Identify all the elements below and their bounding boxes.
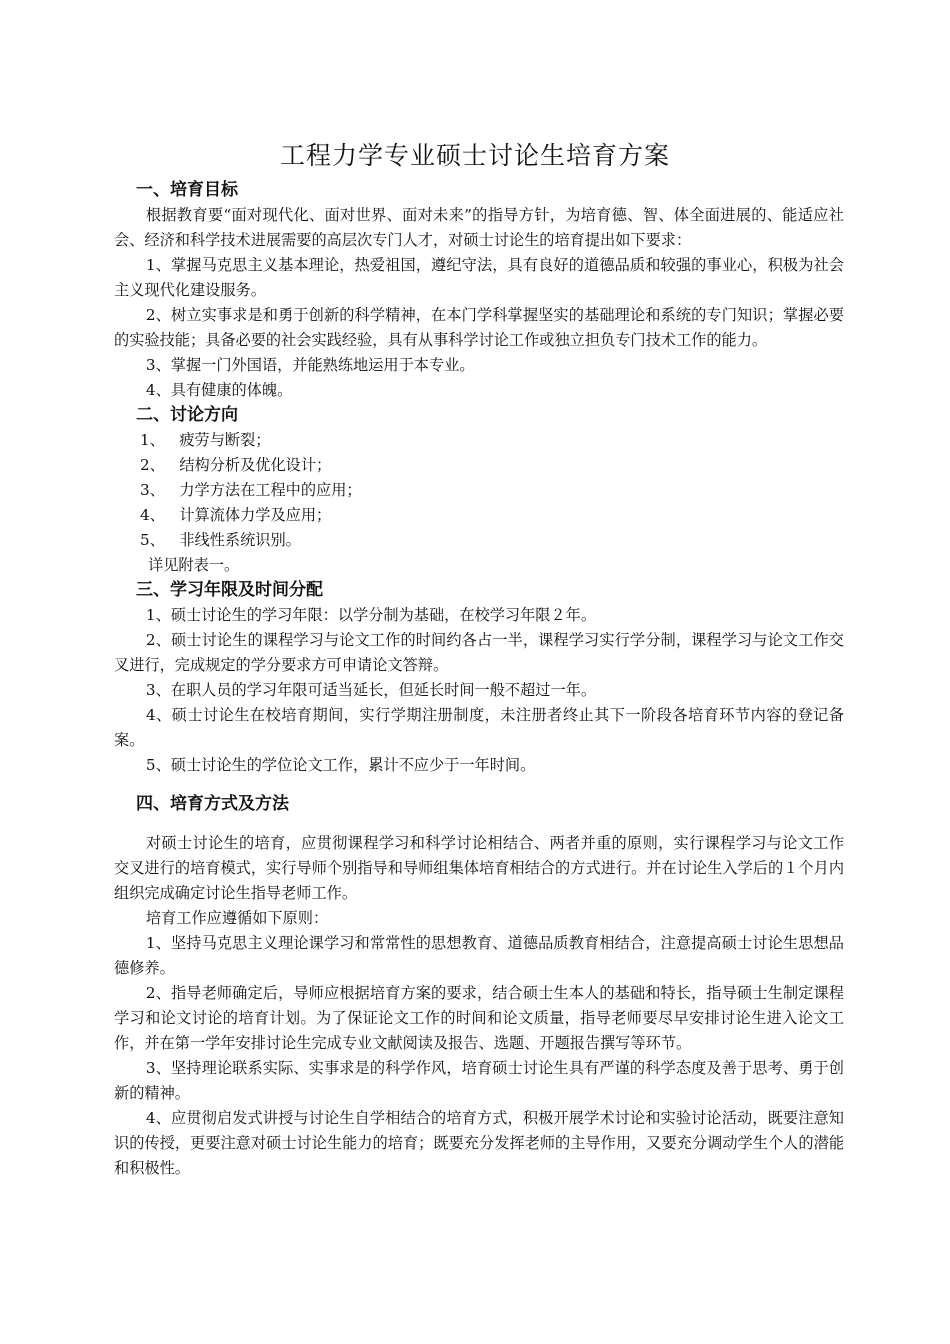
paragraph: 5、硕士讨论生的学位论文工作，累计不应少于一年时间。	[145, 756, 536, 774]
document-body	[114, 178, 844, 1181]
paragraph: 3、掌握一门外国语，并能熟练地运用于本专业。	[145, 356, 475, 374]
paragraph: 1、掌握马克思主义基本理论，热爱祖国，遵纪守法，具有良好的道德品质和较强的事业心，积极为社会主义现代化建设服务。	[114, 256, 844, 299]
paragraph: 1、硕士讨论生的学习年限：以学分制为基础，在校学习年限２年。	[145, 606, 597, 624]
paragraph: 对硕士讨论生的培育，应贯彻课程学习和科学讨论相结合、两者并重的原则，实行课程学习与论文工作交叉进行的培育模式，实行导师个别指导和导师组集体培育相结合的方式进行。并在讨论生入学后的１个月内组织完成确定讨论生指导老师工作。	[114, 834, 844, 902]
paragraph: 培育工作应遵循如下原则：	[145, 909, 329, 927]
paragraph: 2、硕士讨论生的课程学习与论文工作的时间约各占一半，课程学习实行学分制，课程学习与论文工作交叉进行，完成规定的学分要求方可申请论文答辩。	[114, 631, 844, 674]
paragraph: 4、具有健康的体魄。	[145, 381, 293, 399]
paragraph: 根据教育要“面对现代化、面对世界、面对未来”的指导方针，为培育德、智、体全面进展的、能适应社会、经济和科学技术进展需要的高层次专门人才，对硕士讨论生的培育提出如下要求：	[114, 206, 844, 249]
list-item: 3、 力学方法在工程中的应用；	[140, 481, 362, 499]
list-item: 5、 非线性系统识别。	[140, 531, 301, 549]
paragraph: 4、应贯彻启发式讲授与讨论生自学相结合的培育方式，积极开展学术讨论和实验讨论活动，既要注意知识的传授，更要注意对硕士讨论生能力的培育；既要充分发挥老师的主导作用，又要充分调动学生个人的潜能和积极性。	[114, 1109, 844, 1177]
paragraph: 4、硕士讨论生在校培育期间，实行学期注册制度，未注册者终止其下一阶段各培育环节内容的登记备案。	[114, 706, 844, 749]
paragraph: 3、在职人员的学习年限可适当延长，但延长时间一般不超过一年。	[145, 681, 597, 699]
list-item: 4、 计算流体力学及应用；	[140, 506, 332, 524]
list-item: 1、 疲劳与断裂；	[140, 431, 271, 449]
list-item: 2、 结构分析及优化设计；	[140, 456, 332, 474]
paragraph: 1、坚持马克思主义理论课学习和常常性的思想教育、道德品质教育相结合，注意提高硕士讨论生思想品德修养。	[114, 934, 844, 977]
paragraph: 3、坚持理论联系实际、实事求是的科学作风，培育硕士讨论生具有严谨的科学态度及善于思考、勇于创新的精神。	[114, 1059, 844, 1102]
section-heading-study-period: 三、学习年限及时间分配	[136, 580, 323, 600]
section-heading-research-directions: 二、讨论方向	[136, 405, 238, 425]
section-heading-training-methods: 四、培育方式及方法	[136, 794, 289, 814]
paragraph: 2、树立实事求是和勇于创新的科学精神，在本门学科掌握坚实的基础理论和系统的专门知识；掌握必要的实验技能；具备必要的社会实践经验，具有从事科学讨论工作或独立担负专门技术工作的能力。	[114, 306, 844, 349]
section-heading-goals: 一、培育目标	[136, 180, 238, 200]
appendix-note: 详见附表一。	[148, 556, 240, 574]
document-title: 工程力学专业硕士讨论生培育方案	[279, 141, 670, 170]
paragraph: 2、指导老师确定后，导师应根据培育方案的要求，结合硕士生本人的基础和特长，指导硕士生制定课程学习和论文讨论的培育计划。为了保证论文工作的时间和论文质量，指导老师要尽早安排讨论生进入论文工作，并在第一学年安排讨论生完成专业文献阅读及报告、选题、开题报告撰写等环节。	[114, 984, 844, 1052]
